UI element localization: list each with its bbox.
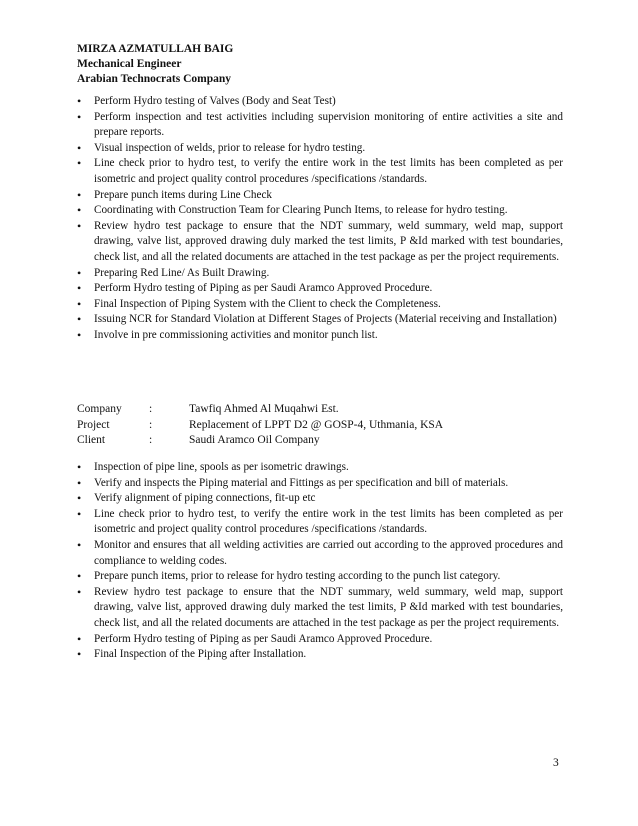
- detail-value: Saudi Aramco Oil Company: [189, 434, 320, 446]
- page-number: 3: [553, 757, 559, 769]
- list-item: • Perform inspection and test activities including supervision monitoring of entire activities a site and prepare reports.: [77, 110, 563, 141]
- list-item: • Visual inspection of welds, prior to release for hydro testing.: [77, 141, 563, 157]
- duties-list-1: [77, 94, 563, 344]
- list-item: • Preparing Red Line/ As Built Drawing.: [77, 266, 563, 282]
- list-item: • Perform Hydro testing of Piping as per Saudi Aramco Approved Procedure.: [77, 632, 563, 648]
- list-item: • Review hydro test package to ensure that the NDT summary, weld summary, weld map, support drawing, valve list, approved drawing duly marked the test limits, P &Id marked with test boundaries, check list, and all the related documents are attached in the test package as per the project requirements.: [77, 585, 563, 632]
- list-item: • Issuing NCR for Standard Violation at Different Stages of Projects (Material receiving and Installation): [77, 312, 563, 328]
- list-item: • Prepare punch items during Line Check: [77, 188, 563, 204]
- list-item: • Final Inspection of Piping System with the Client to check the Completeness.: [77, 297, 563, 313]
- list-item: • Verify alignment of piping connections, fit-up etc: [77, 491, 563, 507]
- detail-label: Company: [77, 403, 122, 415]
- detail-label: Project: [77, 418, 110, 431]
- list-item: • Review hydro test package to ensure that the NDT summary, weld summary, weld map, support drawing, valve list, approved drawing duly marked the test limits, P &Id marked with test boundaries, check list, and all the related documents are attached in the test package as per the project requirements.: [77, 219, 563, 266]
- detail-colon: :: [149, 418, 153, 431]
- list-item: • Perform Hydro testing of Valves (Body and Seat Test): [77, 94, 563, 110]
- detail-row-company: [77, 402, 443, 418]
- person-name: MIRZA AZMATULLAH BAIG: [77, 43, 234, 55]
- list-item: • Line check prior to hydro test, to verify the entire work in the test limits has been completed as per isometric and project quality control procedures /specifications /standards.: [77, 156, 563, 187]
- list-item: • Inspection of pipe line, spools as per isometric drawings.: [77, 460, 563, 476]
- job-title: Mechanical Engineer: [77, 58, 182, 70]
- detail-value: Replacement of LPPT D2 @ GOSP-4, Uthmania, KSA: [189, 418, 444, 431]
- duties-list-2: [77, 460, 563, 663]
- list-item: • Line check prior to hydro test, to verify the entire work in the test limits has been completed as per isometric and project quality control procedures /specifications /standards.: [77, 507, 563, 538]
- list-item: • Monitor and ensures that all welding activities are carried out according to the approved procedures and compliance to welding codes.: [77, 538, 563, 569]
- list-item: • Perform Hydro testing of Piping as per Saudi Aramco Approved Procedure.: [77, 281, 563, 297]
- detail-row-project: [77, 418, 443, 434]
- project-details: [77, 402, 443, 449]
- detail-value: Tawfiq Ahmed Al Muqahwi Est.: [189, 403, 339, 415]
- list-item: • Coordinating with Construction Team for Clearing Punch Items, to release for hydro testing.: [77, 203, 563, 219]
- list-item: • Final Inspection of the Piping after Installation.: [77, 647, 563, 663]
- list-item: • Verify and inspects the Piping material and Fittings as per specification and bill of materials.: [77, 476, 563, 492]
- list-item: • Involve in pre commissioning activities and monitor punch list.: [77, 328, 563, 344]
- detail-label: Client: [77, 434, 106, 446]
- employer-name: Arabian Technocrats Company: [77, 73, 231, 85]
- resume-header: [77, 42, 233, 87]
- list-item: • Prepare punch items, prior to release for hydro testing according to the punch list category.: [77, 569, 563, 585]
- detail-row-client: [77, 433, 443, 449]
- detail-colon: :: [149, 403, 153, 415]
- detail-colon: :: [149, 434, 153, 446]
